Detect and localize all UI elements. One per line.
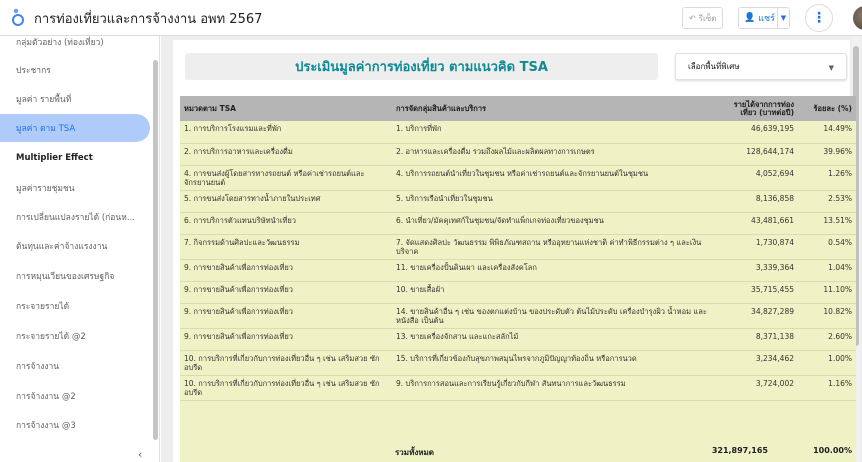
sidebar-item-multiplier-effect[interactable]: Multiplier Effect [16, 153, 93, 163]
add-person-icon: 👤 [744, 13, 756, 23]
table-row [180, 259, 856, 281]
cell-percent: 13.51% [798, 212, 856, 234]
cell-category: 9. การขายสินค้าเพื่อการท่องเที่ยว [180, 328, 392, 350]
table-row [180, 328, 856, 350]
table-total-row [180, 442, 856, 460]
looker-studio-logo-icon[interactable] [10, 7, 26, 27]
sidebar-item-value-by-tsa[interactable]: มูลค่า ตาม TSA [0, 114, 150, 142]
sidebar-item-value-by-community[interactable]: มูลค่ารายชุมชน [16, 184, 75, 194]
cell-revenue: 8,371,138 [718, 328, 798, 350]
cell-revenue: 4,052,694 [718, 165, 798, 190]
table-row [180, 165, 856, 190]
table-row [180, 143, 856, 165]
area-selector[interactable] [675, 53, 847, 80]
cell-category: 9. การขายสินค้าเพื่อการท่องเที่ยว [180, 281, 392, 303]
cell-percent: 0.54% [798, 234, 856, 259]
total-label: รวมทั้งหมด [395, 448, 434, 457]
cell-product: 2. อาหารและเครื่องดื่ม รวมถึงผลไม้และผลิตผลทางการเกษตร [392, 143, 718, 165]
cell-percent: 1.00% [798, 350, 856, 375]
column-header-revenue[interactable]: รายได้จากการท่องเที่ยว (บาทต่อปี) [718, 96, 798, 121]
cell-category: 9. การขายสินค้าเพื่อการท่องเที่ยว [180, 303, 392, 328]
cell-product: 13. ขายเครื่องจักสาน และแกะสลักไม้ [392, 328, 718, 350]
cell-percent: 2.60% [798, 328, 856, 350]
table-row [180, 350, 856, 375]
cell-revenue: 35,715,455 [718, 281, 798, 303]
sidebar-scrollbar[interactable] [153, 60, 158, 440]
column-header-percent[interactable]: ร้อยละ (%) [798, 96, 856, 121]
table-row [180, 303, 856, 328]
cell-revenue: 8,136,858 [718, 190, 798, 212]
cell-percent: 1.04% [798, 259, 856, 281]
sidebar-item-income-distribution[interactable]: กระจายรายได้ [16, 302, 70, 312]
cell-product: 14. ขายสินค้าอื่น ๆ เช่น ของตกแต่งบ้าน ของประดับตัว ต้นไม้ประดับ เครื่องบำรุงผิว น้ำหอม และหนังสือ เป็นต้น [392, 303, 718, 328]
cell-percent: 10.82% [798, 303, 856, 328]
page-title: ประเมินมูลค่าการท่องเที่ยว ตามแนวคิด TSA [185, 53, 658, 80]
table-row [180, 190, 856, 212]
reset-label: รีเซ็ต [698, 13, 717, 23]
cell-product: 6. นำเที่ยว/มัคคุเทศก์ในชุมชน/จัดทำแพ็กเกจท่องเที่ยวของชุมชน [392, 212, 718, 234]
share-button[interactable] [738, 7, 790, 29]
table-header-row [180, 96, 856, 121]
sidebar-item-sample[interactable]: กลุ่มตัวอย่าง (ท่องเที่ยว) [16, 38, 104, 48]
cell-percent: 2.53% [798, 190, 856, 212]
cell-revenue: 43,481,661 [718, 212, 798, 234]
cell-product: 1. บริการที่พัก [392, 121, 718, 143]
cell-product: 9. บริการการสอนและการเรียนรู้เกี่ยวกับกีฬา สันทนาการและวัฒนธรรม [392, 375, 718, 400]
cell-percent: 1.26% [798, 165, 856, 190]
cell-revenue: 3,724,002 [718, 375, 798, 400]
cell-category: 10. การบริการที่เกี่ยวกับการท่องเที่ยวอื่น ๆ เช่น เสริมสวย ซักอบรีด [180, 350, 392, 375]
cell-category: 6. การบริการตัวแทนบริษัทนำเที่ยว [180, 212, 392, 234]
table-row [180, 375, 856, 400]
cell-product: 11. ขายเครื่องปั้นดินเผา และเครื่องสังคโลก [392, 259, 718, 281]
column-header-category[interactable]: หมวดตาม TSA [180, 96, 392, 121]
table-row [180, 281, 856, 303]
share-label: แชร์ [758, 14, 775, 24]
cell-category: 7. กิจกรรมด้านศิลปะและวัฒนธรรม [180, 234, 392, 259]
cell-category: 5. การขนส่งโดยสารทางน้ำภายในประเทศ [180, 190, 392, 212]
report-title[interactable]: การท่องเที่ยวและการจ้างงาน อพท 2567 [34, 12, 263, 27]
sidebar-item-income-change[interactable]: การเปลี่ยนแปลงรายได้ (ก่อนห... [16, 213, 135, 223]
cell-percent: 1.16% [798, 375, 856, 400]
cell-revenue: 46,639,195 [718, 121, 798, 143]
sidebar-item-employment-3[interactable]: การจ้างงาน @3 [16, 421, 76, 431]
sidebar-item-cost-and-wages[interactable]: ต้นทุนและค่าจ้างแรงงาน [16, 242, 108, 252]
cell-category: 9. การขายสินค้าเพื่อการท่องเที่ยว [180, 259, 392, 281]
sidebar-item-employment[interactable]: การจ้างงาน [16, 362, 60, 372]
chevron-down-icon[interactable]: ▼ [777, 8, 789, 28]
sidebar-item-income-distribution-2[interactable]: กระจายรายได้ @2 [16, 332, 86, 342]
cell-revenue: 34,827,289 [718, 303, 798, 328]
cell-product: 10. ขายเสื้อผ้า [392, 281, 718, 303]
cell-revenue: 3,339,364 [718, 259, 798, 281]
more-options-icon[interactable]: ⋮ [805, 4, 833, 32]
undo-icon: ↶ [689, 13, 696, 23]
table-row [180, 234, 856, 259]
table-row [180, 212, 856, 234]
cell-product: 15. บริการที่เกี่ยวข้องกับสุขภาพสมุนไพรจากภูมิปัญญาท้องถิ่น หรือการนวด [392, 350, 718, 375]
page-navigation-sidebar [0, 36, 160, 462]
cell-category: 10. การบริการที่เกี่ยวกับการท่องเที่ยวอื่น ๆ เช่น เสริมสวย ซักอบรีด [180, 375, 392, 400]
total-revenue: 321,897,165 [711, 446, 768, 455]
cell-category: 1. การบริการโรงแรมและที่พัก [180, 121, 392, 143]
column-header-product[interactable]: การจัดกลุ่มสินค้าและบริการ [392, 96, 718, 121]
sidebar-item-economic-circulation[interactable]: การหมุนเวียนของเศรษฐกิจ [16, 272, 115, 282]
area-selector-label: เลือกพื้นที่พิเศษ [688, 62, 740, 71]
cell-revenue: 128,644,174 [718, 143, 798, 165]
dropdown-arrow-icon: ▼ [828, 64, 834, 72]
cell-percent: 11.10% [798, 281, 856, 303]
cell-percent: 14.49% [798, 121, 856, 143]
reset-button[interactable] [682, 7, 723, 29]
cell-revenue: 3,234,462 [718, 350, 798, 375]
tsa-table [180, 96, 856, 462]
sidebar-item-population[interactable]: ประชากร [16, 66, 51, 76]
sidebar-item-value-by-area[interactable]: มูลค่า รายพื้นที่ [16, 95, 72, 105]
cell-product: 4. บริการรถยนต์นำเที่ยวในชุมชน หรือค่าเช่ารถยนต์และจักรยานยนต์ในชุมชน [392, 165, 718, 190]
avatar[interactable] [853, 6, 862, 30]
total-percent: 100.00% [813, 446, 852, 455]
cell-revenue: 1,730,874 [718, 234, 798, 259]
cell-category: 2. การบริการอาหารและเครื่องดื่ม [180, 143, 392, 165]
collapse-sidebar-icon[interactable]: ‹ [138, 448, 143, 461]
cell-product: 7. จัดแสดงศิลปะ วัฒนธรรม พิพิธภัณฑสถาน หรืออุทยานแห่งชาติ ค่าทำพิธีกรรมต่าง ๆ และเงินบริจาค [392, 234, 718, 259]
sidebar-item-employment-2[interactable]: การจ้างงาน @2 [16, 392, 76, 402]
table-row [180, 121, 856, 143]
cell-percent: 39.96% [798, 143, 856, 165]
cell-category: 4. การขนส่งผู้โดยสารทางรถยนต์ หรือค่าเช่ารถยนต์และจักรยานยนต์ [180, 165, 392, 190]
cell-product: 5. บริการเรือนำเที่ยวในชุมชน [392, 190, 718, 212]
